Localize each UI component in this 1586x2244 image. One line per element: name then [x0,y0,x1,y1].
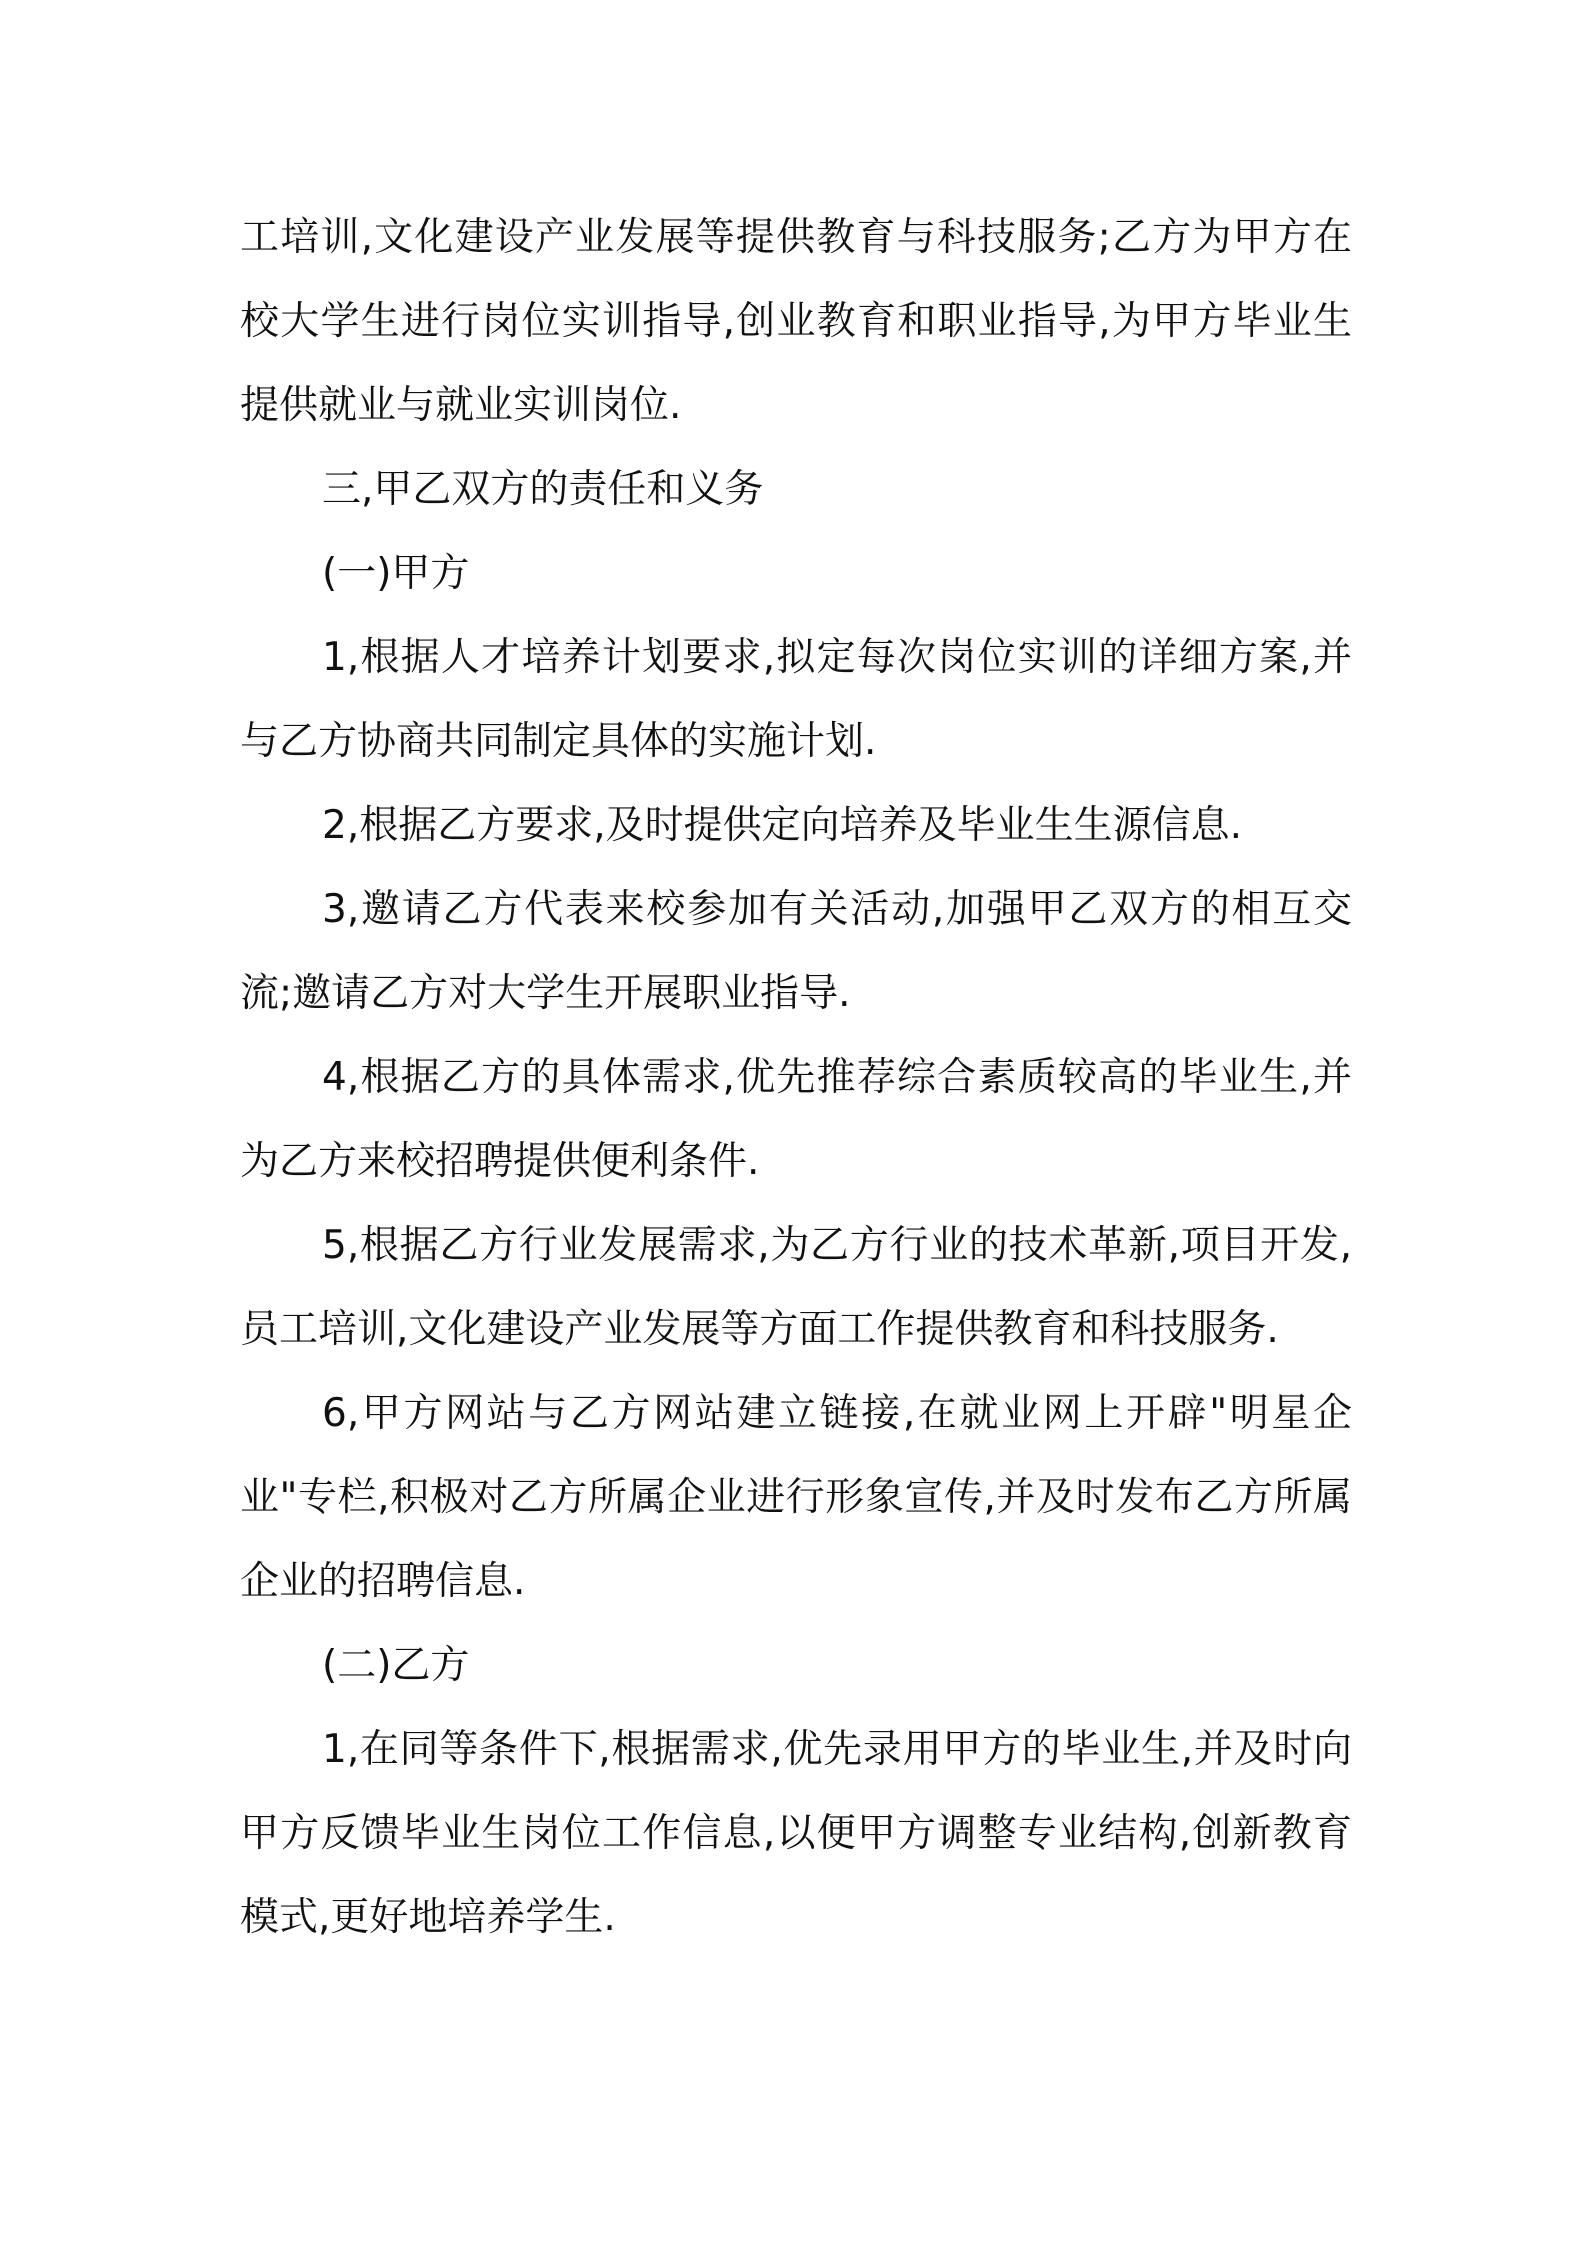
party-a-item-4: 4,根据乙方的具体需求,优先推荐综合素质较高的毕业生,并为乙方来校招聘提供便利条件. [240,1055,1352,1184]
document-body [240,196,1352,1960]
paragraph-continuation: 工培训,文化建设产业发展等提供教育与科技服务;乙方为甲方在校大学生进行岗位实训指导,创业教育和职业指导,为甲方毕业生提供就业与就业实训岗位. [240,215,1352,428]
party-a-item-2: 2,根据乙方要求,及时提供定向培养及毕业生生源信息. [322,803,1243,848]
party-a-item-5: 5,根据乙方行业发展需求,为乙方行业的技术革新,项目开发,员工培训,文化建设产业发展等方面工作提供教育和科技服务. [240,1223,1352,1352]
party-a-item-6: 6,甲方网站与乙方网站建立链接,在就业网上开辟"明星企业"专栏,积极对乙方所属企业进行形象宣传,并及时发布乙方所属企业的招聘信息. [240,1391,1352,1604]
party-a-item-3: 3,邀请乙方代表来校参加有关活动,加强甲乙双方的相互交流;邀请乙方对大学生开展职业指导. [240,887,1352,1016]
party-a-item-1: 1,根据人才培养计划要求,拟定每次岗位实训的详细方案,并与乙方协商共同制定具体的实施计划. [240,635,1352,764]
subsection-heading-party-b: (二)乙方 [322,1643,470,1688]
party-b-item-1: 1,在同等条件下,根据需求,优先录用甲方的毕业生,并及时向甲方反馈毕业生岗位工作信息,以便甲方调整专业结构,创新教育模式,更好地培养学生. [240,1727,1352,1940]
subsection-heading-party-a: (一)甲方 [322,551,470,596]
section-heading-responsibilities: 三,甲乙双方的责任和义务 [322,467,764,512]
